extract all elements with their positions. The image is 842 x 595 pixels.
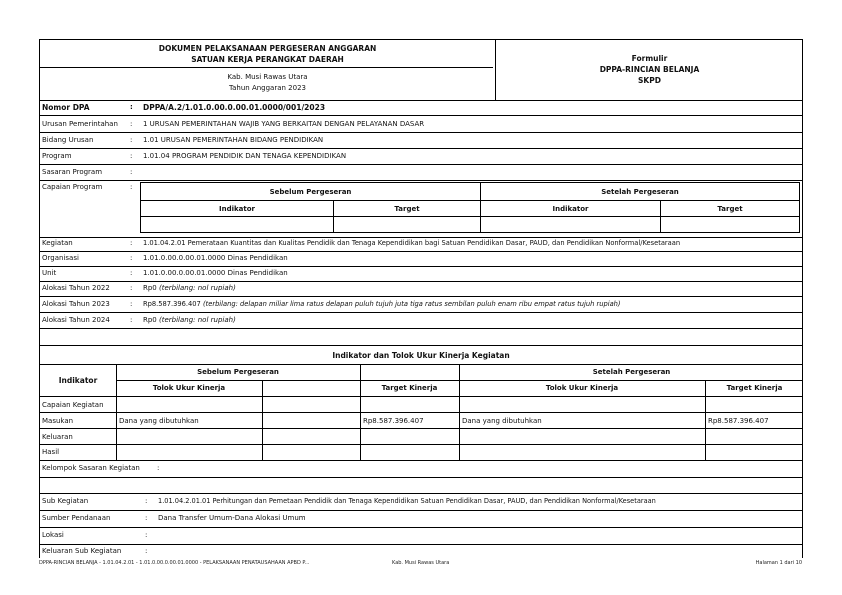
indikator-cell bbox=[141, 217, 334, 232]
unit-label: Unit bbox=[42, 269, 57, 277]
alokasi-2024-value bbox=[143, 316, 236, 324]
title-line-1: DOKUMEN PELAKSANAAN PERGESERAN ANGGARAN bbox=[158, 44, 377, 53]
form-line-2: DPPA-RINCIAN BELANJA bbox=[599, 65, 700, 74]
target-before-header: Target Kinerja bbox=[381, 384, 438, 392]
kinerja-indikator-header: Indikator bbox=[58, 376, 98, 385]
masukan-tolok-after: Dana yang dibutuhkan bbox=[462, 417, 542, 425]
sub-kegiatan-value: 1.01.04.2.01.01 Perhitungan dan Pemetaan Pendidik dan Tenaga Kependidikan Satuan Pendidikan Dasar, PAUD, dan Pendidikan Nonformal/Kesetaraan bbox=[158, 497, 656, 505]
colon: : bbox=[130, 316, 133, 324]
form-line-3: SKPD bbox=[638, 76, 661, 85]
colon: : bbox=[130, 284, 133, 292]
colon: : bbox=[145, 531, 148, 539]
sasaran-program-label: Sasaran Program bbox=[42, 168, 103, 176]
organisasi-value: 1.01.0.00.0.00.01.0000 Dinas Pendidikan bbox=[143, 254, 288, 262]
alokasi-2022-label: Alokasi Tahun 2022 bbox=[42, 284, 110, 292]
colon: : bbox=[130, 120, 133, 128]
kegiatan-label: Kegiatan bbox=[42, 239, 73, 247]
colon: : bbox=[130, 168, 133, 176]
amount-words: (terbilang: nol rupiah) bbox=[159, 284, 236, 292]
capaian-program-table bbox=[140, 182, 800, 233]
program-value: 1.01.04 PROGRAM PENDIDIK DAN TENAGA KEPENDIDIKAN bbox=[143, 152, 347, 160]
amount-words: (terbilang: nol rupiah) bbox=[159, 316, 236, 324]
indikator-header: Indikator bbox=[481, 201, 661, 217]
colon: : bbox=[145, 497, 148, 505]
kelompok-sasaran-label: Kelompok Sasaran Kegiatan bbox=[42, 464, 140, 472]
alokasi-2022-value bbox=[143, 284, 236, 292]
tolok-after-header: Tolok Ukur Kinerja bbox=[545, 384, 619, 392]
footer-left: DPPA-RINCIAN BELANJA - 1.01.04.2.01 - 1.01.0.00.0.00.01.0000 - PELAKSANAAN PENATAUSAHAAN APBD P... bbox=[39, 560, 310, 566]
colon: : bbox=[130, 300, 133, 308]
target-header: Target bbox=[334, 201, 481, 217]
after-header: Setelah Pergeseran bbox=[481, 183, 799, 201]
kinerja-before-header: Sebelum Pergeseran bbox=[197, 368, 279, 376]
region-block bbox=[40, 72, 495, 94]
fiscal-year: Tahun Anggaran 2023 bbox=[229, 84, 306, 92]
lokasi-label: Lokasi bbox=[42, 531, 64, 539]
amount: Rp8.587.396.407 bbox=[143, 300, 201, 308]
hasil-label: Hasil bbox=[42, 448, 60, 456]
alokasi-2023-value bbox=[143, 300, 621, 308]
keluaran-sub-label: Keluaran Sub Kegiatan bbox=[42, 547, 122, 555]
kinerja-after-header: Setelah Pergeseran bbox=[592, 368, 671, 376]
amount-words: (terbilang: delapan miliar lima ratus delapan puluh tujuh juta tiga ratus sembilan puluh enam ribu empat ratus tujuh rupiah) bbox=[202, 300, 621, 308]
alokasi-2024-label: Alokasi Tahun 2024 bbox=[42, 316, 110, 324]
sumber-pendanaan-value: Dana Transfer Umum-Dana Alokasi Umum bbox=[158, 514, 306, 522]
nomor-dpa-value: DPPA/A.2/1.01.0.00.0.00.01.0000/001/2023 bbox=[143, 103, 326, 112]
title-line-2: SATUAN KERJA PERANGKAT DAERAH bbox=[191, 55, 344, 64]
colon: : bbox=[145, 514, 148, 522]
form-line-1: Formulir bbox=[631, 54, 668, 63]
sumber-pendanaan-label: Sumber Pendanaan bbox=[42, 514, 111, 522]
colon: : bbox=[130, 269, 133, 277]
masukan-target-after: Rp8.587.396.407 bbox=[708, 417, 769, 425]
colon: : bbox=[130, 103, 133, 111]
nomor-dpa-label: Nomor DPA bbox=[42, 103, 90, 112]
tolok-before-header: Tolok Ukur Kinerja bbox=[152, 384, 226, 392]
colon: : bbox=[130, 136, 133, 144]
unit-value: 1.01.0.00.0.00.01.0000 Dinas Pendidikan bbox=[143, 269, 288, 277]
document-title bbox=[40, 43, 495, 65]
bidang-label: Bidang Urusan bbox=[42, 136, 94, 144]
form-title bbox=[495, 53, 804, 86]
colon: : bbox=[130, 254, 133, 262]
region-name: Kab. Musi Rawas Utara bbox=[227, 73, 308, 81]
target-header: Target bbox=[661, 201, 799, 217]
urusan-value: 1 URUSAN PEMERINTAHAN WAJIB YANG BERKAITAN DENGAN PELAYANAN DASAR bbox=[143, 120, 425, 128]
colon: : bbox=[130, 239, 133, 247]
colon: : bbox=[157, 464, 160, 472]
capaian-program-label: Capaian Program bbox=[42, 183, 103, 191]
colon: : bbox=[130, 152, 133, 160]
amount: Rp0 bbox=[143, 284, 157, 292]
keluaran-label: Keluaran bbox=[42, 433, 73, 441]
footer-center: Kab. Musi Rawas Utara bbox=[392, 560, 450, 566]
masukan-tolok-before: Dana yang dibutuhkan bbox=[119, 417, 199, 425]
capaian-kegiatan-label: Capaian Kegiatan bbox=[42, 401, 104, 409]
indikator-cell bbox=[481, 217, 661, 232]
sub-kegiatan-label: Sub Kegiatan bbox=[42, 497, 89, 505]
indikator-header: Indikator bbox=[141, 201, 334, 217]
before-header: Sebelum Pergeseran bbox=[141, 183, 481, 201]
alokasi-2023-label: Alokasi Tahun 2023 bbox=[42, 300, 110, 308]
colon: : bbox=[130, 183, 133, 191]
dppa-document bbox=[39, 39, 803, 558]
footer-page: Halaman 1 dari 10 bbox=[755, 560, 802, 566]
program-label: Program bbox=[42, 152, 72, 160]
urusan-label: Urusan Pemerintahan bbox=[42, 120, 118, 128]
colon: : bbox=[145, 547, 148, 555]
organisasi-label: Organisasi bbox=[42, 254, 79, 262]
kinerja-title: Indikator dan Tolok Ukur Kinerja Kegiatan bbox=[332, 351, 510, 360]
masukan-target-before: Rp8.587.396.407 bbox=[363, 417, 424, 425]
kegiatan-value: 1.01.04.2.01 Pemerataan Kuantitas dan Kualitas Pendidik dan Tenaga Kependidikan bagi Satuan Pendidikan Dasar, PAUD, dan Pendidikan Nonformal/Kesetaraan bbox=[143, 239, 681, 247]
target-after-header: Target Kinerja bbox=[726, 384, 783, 392]
bidang-value: 1.01 URUSAN PEMERINTAHAN BIDANG PENDIDIKAN bbox=[143, 136, 324, 144]
masukan-label: Masukan bbox=[42, 417, 74, 425]
amount: Rp0 bbox=[143, 316, 157, 324]
target-cell bbox=[334, 217, 481, 232]
